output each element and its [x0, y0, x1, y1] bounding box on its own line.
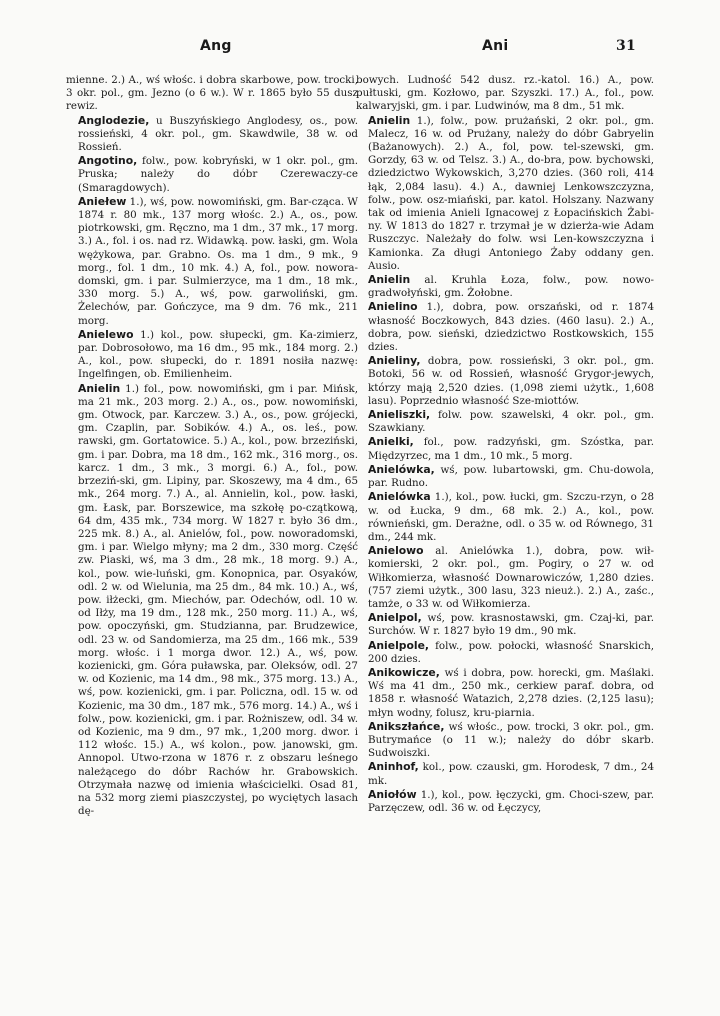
entry-headword: Anieliszki,	[368, 408, 431, 422]
entry-text: 1.), kol., pow. łucki, gm. Szczu-rzyn, o 28 w. od Łucka, 9 dm., 68 mk. 2.) A., kol., pow. równieński, gm. Derażne, odl. o 35 w. od Równego, 31 dm., 244 mk.	[368, 491, 654, 543]
entry-text: al. Anielówka 1.), dobra, pow. wił-komierski, 2 okr. pol., gm. Pogiry, o 27 w. od Wiłkomierza, własność Downarowiczów, 1,280 dzies. (757 ziemi użytk., 300 lasu, 323 nieuż.). 2.) A., zaśc., tamże, o 33 w. od Wiłkomierza.	[368, 545, 654, 610]
entry	[356, 114, 654, 273]
entry	[356, 273, 654, 300]
entry-headword: Anielówka,	[368, 462, 435, 476]
entry	[356, 490, 654, 544]
entry-headword: Anielino	[368, 300, 418, 314]
entry	[356, 760, 654, 787]
entry-text: bowych. Ludność 542 dusz. rz.-katol. 16.) A., pow. pułtuski, gm. Kozłowo, par. Szyszki. 17.) A., fol., pow. kalwaryjski, gm. i par. Ludwinów, ma 8 dm., 51 mk.	[356, 74, 654, 113]
entry-headword: Aniełew	[78, 194, 127, 208]
entry-text: kol., pow. czauski, gm. Horodesk, 7 dm., 24 mk.	[368, 761, 654, 787]
entry-headword: Anielpole,	[368, 638, 430, 652]
right-column	[356, 74, 654, 815]
entry	[356, 666, 654, 720]
entry-headword: Anielowo	[368, 544, 424, 558]
entry-text: 1.) fol., pow. nowomiński, gm i par. Mińsk, ma 21 mk., 203 morg. 2.) A., os., pow. nowomiński, gm. Otwock, par. Karczew. 3.) A., os., pow. grójecki, gm. Czaplin, par. Sobików. 4.) A., os. leś., pow. rawski, gm. Gortatowice. 5.) A., kol., pow. brzeziński, gm. i par. Dobra, ma 18 dm., 162 mk., 316 morg., os. karcz. 1 dm., 3 mk., 3 morgi. 6.) A., fol., pow. brzeziń-ski, gm. Lipiny, par. Skoszewy, ma 4 dm., 65 mk., 264 morg. 7.) A., al. Annielin, kol., pow. łaski, gm. Łask, par. Borszewice, ma szkołę po-czątkową, 64 dm, 435 mk., 734 morg. W 1827 r. było 36 dm., 225 mk. 8.) A., al. Anielów, fol., pow. noworadomski, gm. i par. Wielgo młyny; ma 2 dm., 330 morg. Część zw. Piaski, wś, ma 3 dm., 28 mk., 18 morg. 9.) A., kol., pow. wie-luński, gm. Konopnica, par. Osyaków, odl. 2 w. od Wielunia, ma 25 dm., 84 mk. 10.) A., wś, pow. iłżecki, gm. Miechów, par. Odechów, odl. 10 w. od Iłży, ma 19 dm., 128 mk., 250 morg. 11.) A., wś, pow. opoczyński, gm. Studzianna, par. Brudzewice, odl. 23 w. od Sandomierza, ma 25 dm., 166 mk., 539 morg. włośc. i 1 morga dwor. 12.) A., wś, pow. kozienicki, gm. Góra puławska, par. Oleksów, odl. 27 w. od Kozienic, ma 14 dm., 98 mk., 375 morg. 13.) A., wś, pow. kozienicki, gm. i par. Policzna, odl. 15 w. od Kozienic, ma 30 dm., 187 mk., 576 morg. 14.) A., wś i folw., pow. kozienicki, gm. i par. Rożniszew, odl. 34 w. od Kozienic, ma 9 dm., 97 mk., 1,200 morg. dwor. i 112 włośc. 15.) A., wś kolon., pow. janowski, gm. Annopol. Utwo-rzona w 1876 r. z obszaru leśnego należącego do dóbr Rachów hr. Grabowskich. Otrzymała nazwę od imienia właścicielki. Osad 81, na 532 morg ziemi piaszczystej, po wyciętych lasach dę-	[78, 382, 358, 818]
entry	[356, 354, 654, 408]
entry	[356, 720, 654, 761]
entry-headword: Anielki,	[368, 435, 414, 449]
entry-text: al. Kruhla Łoza, folw., pow. nowo-gradwołyński, gm. Żołobne.	[368, 274, 654, 300]
entry-headword: Anielówka	[368, 490, 431, 504]
running-header-left: Ang	[200, 38, 232, 54]
entry	[356, 788, 654, 815]
entry	[356, 611, 654, 638]
entry	[356, 435, 654, 462]
entry-text: 1.), wś, pow. nowomiński, gm. Bar-cząca. W 1874 r. 80 mk., 137 morg włośc. 2.) A., os., pow. piotrkowski, gm. Ręczno, ma 1 dm., 37 mk., 17 morg. 3.) A., fol. i os. nad rz. Widawką. pow. łaski, gm. Wola wężykowa, par. Grabno. Os. ma 1 dm., 9 mk., 9 morg., fol. 1 dm., 10 mk. 4.) A, fol., pow. nowora-domski, gm. i par. Sulmierzyce, ma 1 dm., 18 mk., 330 morg. 5.) A., wś, pow. garwoliński, gm. Żelechów, par. Gończyce, ma 9 dm. 76 mk., 211 morg.	[78, 195, 358, 327]
entry	[356, 408, 654, 435]
entry-headword: Anielpol,	[368, 611, 422, 625]
entry-text: fol., pow. radzyński, gm. Szóstka, par. Międzyrzec, ma 1 dm., 10 mk., 5 morg.	[368, 436, 654, 462]
entry-text: 1.), dobra, pow. orszański, od r. 1874 własność Boczkowych, 843 dzies. (460 lasu). 2.) A., dobra, pow. sieński, dziedzictwo Rostkowskich, 155 dzies.	[368, 301, 654, 354]
entry	[66, 328, 358, 382]
entry-text: wś, pow. lubartowski, gm. Chu-dowola, par. Rudno.	[368, 463, 654, 490]
entry	[66, 74, 358, 114]
entry-text: wś włośc., pow. trocki, 3 okr. pol., gm. Butrymańce (o 11 w.); należy do dóbr skarb. Sudwoiszki.	[368, 720, 654, 760]
entry	[356, 300, 654, 354]
entry	[66, 114, 358, 155]
entry	[356, 74, 654, 114]
entry-text: folw., pow. połocki, własność Snarskich, 200 dzies.	[368, 639, 654, 665]
entry	[66, 382, 358, 819]
entry-text: folw. pow. szawelski, 4 okr. pol., gm. Szawkiany.	[368, 409, 654, 435]
entry-text: 1.), kol., pow. łęczycki, gm. Choci-szew, par. Parzęczew, odl. 36 w. od Łęczycy,	[368, 788, 654, 814]
entry	[66, 195, 358, 328]
entry-text: 1.), folw., pow. prużański, 2 okr. pol., gm. Malecz, 16 w. od Prużany, należy do dóbr Gabryelin (Bażanowych). 2.) A., fol, pow. tel-szewski, gm. Gorzdy, 63 w. od Telsz. 3.) A., do-bra, pow. bychowski, dziedzictwo Wykowskich, 3,270 dzies. (360 roli, 414 łąk, 2,084 lasu). 4.) A., dawniej Lenkowszczyzna, folw., pow. osz-miański, par. katol. Holszany. Nazwany tak od imienia Anieli Ignacowej z Łopacińskich Żabi-ny. W 1813 do 1827 r. trzymał je w dzierża-wie Adam Ruszczyc. Należały do folw. wsi Len-kowszczyzna i Kamionka. Za długi Antoniego Żaby oddany gen. Ausio.	[368, 114, 654, 272]
entry-headword: Anielin	[368, 273, 411, 287]
entry-text: wś, pow. krasnostawski, gm. Czaj-ki, par. Surchów. W r. 1827 było 19 dm., 90 mk.	[368, 612, 654, 638]
entry-text: u Buszyńskiego Anglodesy, os., pow. rossieński, 4 okr. pol., gm. Skawdwile, 38 w. od Rossień.	[78, 114, 358, 154]
page-number: 31	[616, 38, 637, 54]
entry-text: mienne. 2.) A., wś włośc. i dobra skarbowe, pow. trocki, 3 okr. pol., gm. Jezno (o 6 w.). W r. 1865 było 55 dusz rewiz.	[66, 74, 358, 113]
entry-headword: Aniołów	[368, 787, 417, 801]
left-column	[66, 74, 358, 818]
entry	[356, 463, 654, 490]
entry-text: dobra, pow. rossieński, 3 okr. pol., gm. Botoki, 56 w. od Rossień, własność Grygor-jewych, którzy mają 2,520 dzies. (1,098 ziemi użytk., 1,608 lasu). Poprzednio własność Sze-miottów.	[368, 355, 654, 407]
entry-headword: Angotino,	[78, 154, 138, 168]
entry-headword: Anieliny,	[368, 354, 421, 368]
entry-text: folw., pow. kobryński, w 1 okr. pol., gm. Pruska; należy do dóbr Czerewaczy-ce (Smaragdowych).	[78, 155, 358, 194]
entry	[356, 639, 654, 666]
entry-headword: Anikowicze,	[368, 665, 440, 679]
running-header-right: Ani	[482, 38, 509, 54]
entry-headword: Aninhof,	[368, 760, 419, 774]
entry-headword: Anielin	[78, 381, 121, 395]
entry-text: 1.) kol., pow. słupecki, gm. Ka-zimierz, par. Dobrosołowo, ma 16 dm., 95 mk., 184 morg. 2.) A., kol., pow. słupecki, do r. 1891 nosiła nazwę: Ingelfingen, ob. Emilienheim.	[78, 328, 358, 381]
entry-headword: Anielin	[368, 113, 411, 127]
entry-headword: Anielewo	[78, 327, 134, 341]
entry-text: wś i dobra, pow. horecki, gm. Maślaki. Wś ma 41 dm., 250 mk., cerkiew paraf. dobra, od 1858 r. własność Watazich, 2,278 dzies. (2,125 lasu); młyn wodny, folusz, kru-piarnia.	[368, 666, 654, 719]
entry-headword: Anglodezie,	[78, 113, 150, 127]
entry	[356, 544, 654, 611]
entry-headword: Anikszłańce,	[368, 719, 445, 733]
entry	[66, 154, 358, 195]
